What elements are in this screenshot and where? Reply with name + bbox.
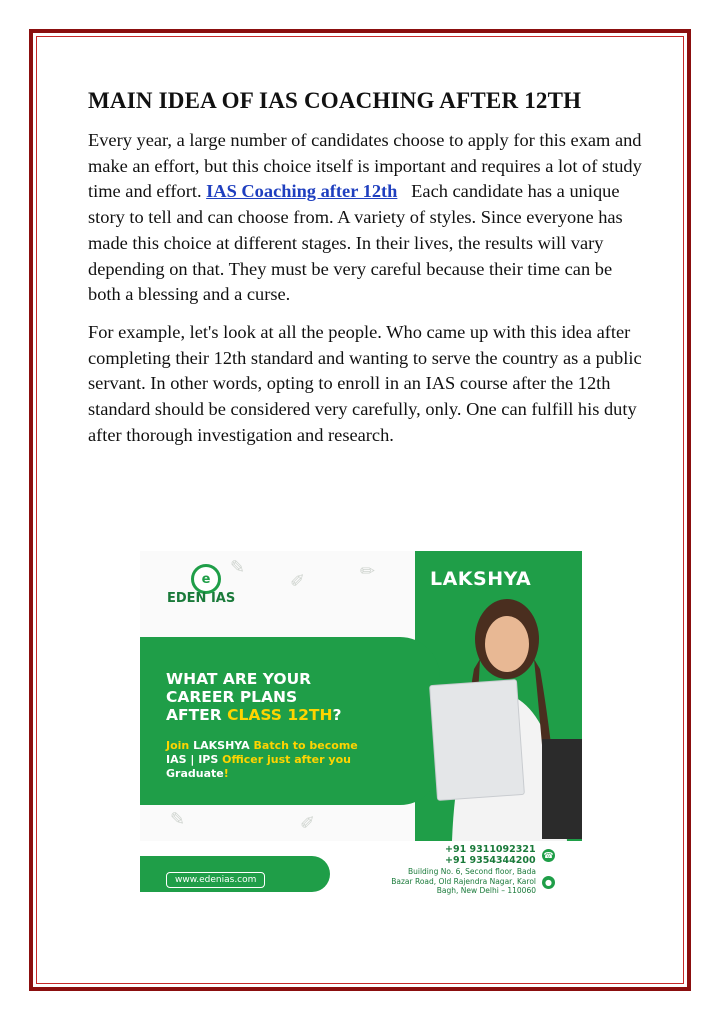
sub-officer: Officer just after you [222, 753, 351, 766]
subline-line-1 [166, 739, 358, 753]
doodle-icon: ✐ [290, 571, 306, 592]
paragraph-1-text-a: Every year, a large number of candidates choose to apply for this exam and make an effort, but this choice itself is important and requires a lot of study time and effort. [88, 130, 642, 202]
subline-line-2 [166, 753, 358, 767]
headline-highlight: CLASS 12TH [227, 706, 333, 724]
sub-join: Join [166, 739, 194, 752]
phone-number-2[interactable]: +91 9354344200 [445, 855, 536, 866]
sub-batch: Batch to become [249, 739, 358, 752]
phone-icon: ☎ [543, 851, 554, 860]
location-pin-icon: ● [542, 876, 555, 889]
paragraph-1-text-b: Each candidate has a unique story to tell and can choose from. A variety of styles. Since everyone has made this choice at different stages. In their lives, the results will vary depending on that. They must be very careful because their time can be both a blessing and a curse. [88, 181, 628, 305]
paragraph-2: For example, let's look at all the people. Who came up with this idea after completing their 12th standard and wanting to serve the country as a public servant. In other words, opting to enroll in an IAS course after the 12th standard should be considered very carefully, only. One can fulfill his duty after thorough investigation and research. [88, 321, 642, 445]
subline-line-3 [166, 767, 358, 781]
doodle-icon: ✐ [300, 813, 316, 834]
headline-line-2: CAREER PLANS [166, 688, 298, 706]
poster-headline [166, 670, 341, 724]
logo-letter: e [201, 571, 211, 587]
document-body [88, 88, 648, 460]
headline-line-1: WHAT ARE YOUR [166, 670, 312, 688]
brand-title: LAKSHYA [430, 568, 532, 590]
paragraph-1 [88, 128, 648, 308]
promo-poster [140, 551, 582, 899]
website-link[interactable]: www.edenias.com [166, 872, 265, 888]
eden-logo-icon [191, 564, 221, 594]
headline-suffix: ? [332, 706, 342, 724]
doodle-icon: ✎ [230, 557, 246, 578]
phone-number-1[interactable]: +91 9311092321 [445, 844, 536, 855]
doodle-icon: ✏ [360, 561, 376, 582]
address-text: Building No. 6, Second floor, Bada Bazar Road, Old Rajendra Nagar, Karol Bagh, New Delhi – 110060 [391, 867, 536, 895]
sub-lakshya: LAKSHYA [193, 739, 250, 752]
ias-coaching-link[interactable]: IAS Coaching after 12th [206, 181, 398, 202]
doodle-icon: ✎ [170, 809, 186, 830]
document-title: MAIN IDEA OF IAS COACHING AFTER 12TH [88, 88, 582, 113]
laptop-image [429, 679, 525, 801]
headline-line-3 [166, 706, 341, 724]
logo-text: EDEN IAS [167, 591, 236, 606]
sub-exclamation: ! [223, 767, 229, 780]
headline-prefix: AFTER [166, 706, 228, 724]
sub-graduate: Graduate [166, 767, 224, 780]
sub-ias: IAS | IPS [166, 753, 223, 766]
poster-subline [166, 739, 358, 781]
